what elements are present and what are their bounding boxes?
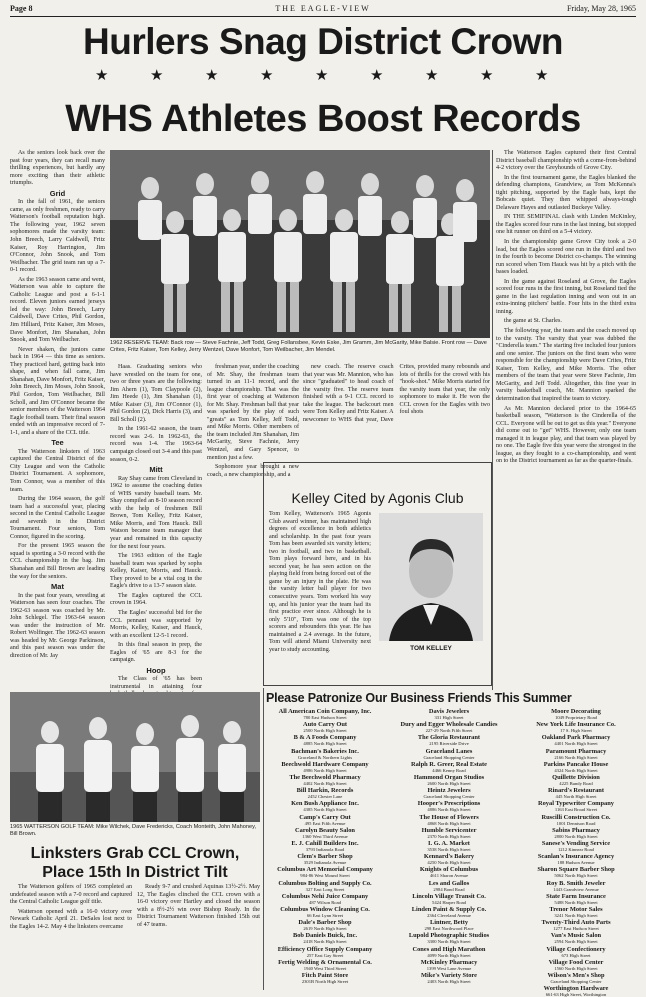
paper-name: THE EAGLE-VIEW	[275, 4, 371, 13]
ad-listing	[514, 721, 638, 733]
story-paragraph: In the past four years, wrestling at Watterson has seen four coaches. The 1962-63 season was coached by Mr. John Schlegel. The 1963-64 season was under the instruction of Mr. Robert Wolfinger. The 1962-63 season was headed by Mr. George Parkinson, and this past season was under the direction of Mr. Jay	[10, 592, 105, 659]
story-paragraph: Haas. Graduating seniors who have wrestled on the team for one, two or three years are the following: Jim Ahern (1), Tom Claypoole (2), Jim Heede (1), Jim Shanahan (1), Mike Kaiser (3), Jim O'Connor (1), Phil Gordon (2), Dick Harris (3), and Bill Scholl (2).	[110, 364, 202, 423]
kelley-box	[263, 462, 492, 686]
ad-business-address: 1443 Grandview Avenue	[553, 886, 599, 892]
story-paragraph: In the game against Roseland at Grove, the Eagles scored four runs in the first inning, but Roseland tied the game in the last regulation inning and won out in an extra-inning pitchers' battle. Four hits in the third extra inning.	[496, 278, 636, 315]
ad-business-address: 1049 Proprietary Road	[555, 715, 597, 720]
ad-business-name: Parkins Pancake House	[543, 760, 609, 768]
ad-listing	[266, 880, 384, 892]
ad-listing	[514, 906, 638, 918]
story-paragraph: As Mr. Mannion declared prior to the 1964-65 basketball season, "Watterson is the Cinderella of the CCL. Everyone will be out to get us this year." Everyone did come out to "get" WHS. However, only one team managed it in league play, and that team was played by no one. The Eagle five this year were the strongest in the league, as they fought to a co-championship, and went on to the District tournament as far as the quarter-finals.	[496, 405, 636, 465]
ad-listing	[266, 893, 384, 905]
ad-business-name: Humble Servicenter	[421, 826, 477, 834]
ad-business-name: Village Confectionery	[546, 945, 606, 953]
ad-business-name: Knights of Columbus	[419, 866, 479, 874]
ad-business-name: Columbus Window Cleaning Co.	[280, 906, 370, 914]
ad-listing	[390, 708, 508, 720]
ad-business-address: 327 East Long Street	[305, 886, 345, 892]
ad-business-address: 1940 West Third Street	[303, 965, 347, 971]
story-column-4	[303, 364, 490, 460]
ad-business-name: Lupold Photographic Studios	[408, 932, 490, 940]
ad-business-name: Bob Daniels Buick, Inc.	[292, 932, 358, 940]
issue-date: Friday, May 28, 1965	[566, 4, 636, 13]
ad-business-address: 17 S. High Street	[560, 728, 592, 734]
masthead	[10, 4, 636, 16]
ad-business-address: 4385 North High Street	[303, 807, 347, 813]
story-paragraph: As the 1963 season came and went, Watterson was able to capture the Catholic League and post a 6-1-1 record. Eleven juniors earned jerseys led the way: John Breech, Larry Caldwell, Dave Crites, Phil Gordon, Jim Hilliard, Fritz Kaiser, Jim Moses, Dave Monfort, Jim Shanahan, John Snook, and Tom Weilbacher.	[10, 276, 105, 344]
ad-listing	[266, 748, 384, 760]
ad-listing	[514, 932, 638, 944]
ad-business-name: Efficiency Office Supply Company	[277, 945, 373, 953]
ad-business-address: 4225 Bundy Road	[559, 781, 593, 787]
ad-listing	[514, 919, 638, 931]
ad-business-name: Mike's Variety Store	[421, 972, 477, 980]
golf-column-2	[137, 884, 260, 989]
ad-listing	[266, 932, 384, 944]
ad-listing	[390, 853, 508, 865]
ad-business-name: Oakland Park Pharmacy	[541, 734, 611, 742]
story-paragraph: In the first tournament game, the Eagles blanked the defending champions, Grandview, as Tom McKenna's tight pitching, supported by the Eagle bats, kept the Bobcats quiet. They then whipped always-tough Delaware Hayes and outlasted Buckeye Valley.	[496, 174, 636, 211]
ad-listing	[266, 721, 384, 733]
golf-team-photo	[10, 692, 260, 822]
ad-business-address: 4250 North High Street	[427, 860, 471, 866]
ad-listing	[514, 827, 638, 839]
ad-listing	[266, 787, 384, 799]
ad-business-name: Ralph R. Greer, Real Estate	[411, 760, 487, 768]
ad-business-address: 2619 North High Street	[303, 926, 347, 932]
ad-listing	[266, 708, 384, 720]
ad-business-name: Graceland Lanes	[425, 747, 473, 755]
ad-listing	[266, 959, 384, 971]
ad-business-address: 2364 Cleveland Avenue	[427, 913, 471, 919]
headline-main: WHS Athletes Boost Records	[65, 98, 581, 140]
ads-rule	[263, 688, 264, 990]
story-paragraph: Ray Shay came from Cleveland in 1962 to assume the coaching duties of WHS varsity baseball team. Mr. Shay compiled an 8-10 season record with the help of freshmen Bill Brown, Tom Kelley, Fritz Kaiser, Mike Morris, and Tom Hauck. Bill Watson became team manager that year and remained in this capacity for the next four years.	[110, 475, 202, 550]
ad-business-address: 257 East Gay Street	[306, 952, 344, 958]
ad-business-address: Graceland Shopping Center	[423, 794, 475, 800]
ad-business-name: Heintz Jewelers	[427, 787, 471, 795]
ad-business-address: 487 Wilson Road	[309, 899, 341, 905]
ad-listing	[266, 734, 384, 746]
ad-business-address: 1212 Kinnear Road	[558, 847, 594, 853]
ad-business-name: Ruscilli Construction Co.	[541, 813, 611, 821]
ad-business-name: Cones and High Marathon	[412, 945, 486, 953]
story-column-3	[207, 364, 299, 478]
ad-business-address: 4986 North High Street	[303, 767, 347, 773]
ad-business-address: 2452 Chester Lane	[307, 794, 343, 800]
reserve-team-photo	[110, 150, 490, 338]
subhead-mitt: Mitt	[149, 465, 163, 475]
ad-business-name: Wilson's Men's Shop	[547, 972, 605, 980]
ad-business-address: Graceland Shopping Center	[423, 754, 475, 760]
ad-business-name: Bill Harkin, Records	[296, 787, 354, 795]
ad-business-address: 495 East Fifth Avenue	[304, 820, 346, 826]
ad-listing	[266, 906, 384, 918]
kelley-body: Tom Kelley, Watterson's 1965 Agonis Club award winner, has maintained high degrees of excellence in both athletics and scholarship. In the past four years Tom has been awarded six varsity letters; two in football, and two in basketball. Tom plays forward here, and in his second year, he has seen action on the playing field from being forced out of the game by an injury in the plate. He was the varsity letter ball player for two consecutive years. Tom worked his way up, and his junior year the team had its first practice ever since. Although he is only 5'10", Tom was one of the top scorers and rebounders this year. He has maintained a 2.4 average. In the future, Tom will attend Miami University next year to study accounting.	[269, 511, 371, 653]
ad-listing	[390, 932, 508, 944]
ad-business-address: 1277 East Hudson Street	[553, 926, 599, 932]
ad-listing	[390, 972, 508, 984]
ad-listing	[390, 827, 508, 839]
ad-listing	[390, 761, 508, 773]
ad-business-name: E. J. Cahill Builders Inc.	[291, 840, 359, 848]
story-paragraph: The 1963 edition of the Eagle baseball team was sparked by sophs Kelley, Kaiser, Morris, and Hauck. They proved to be a vital cog in the Eagle's drive to a 13-7 season slate.	[110, 553, 202, 590]
ad-listing	[514, 774, 638, 786]
ad-business-address: 5488 North High Street	[554, 899, 598, 905]
ad-listing	[514, 959, 638, 971]
ad-business-name: Fertig Welding & Ornamental Co.	[278, 958, 372, 966]
ad-business-name: Ken Bush Appliance Inc.	[291, 800, 359, 808]
star-icon: ★	[205, 66, 219, 84]
star-icon: ★	[260, 66, 274, 84]
ad-business-name: Kennard's Bakery	[423, 853, 475, 861]
ad-business-name: The Beechwold Pharmacy	[289, 774, 361, 782]
masthead-rule	[10, 16, 636, 17]
ad-business-address: Graceland & Northern Lights	[297, 754, 353, 760]
ad-listing	[514, 946, 638, 958]
ad-business-name: State Farm Insurance	[546, 892, 606, 900]
ad-business-name: B & A Foods Company	[293, 734, 357, 742]
subhead-mat: Mat	[51, 582, 64, 592]
ad-listing	[266, 866, 384, 878]
ad-business-name: Bachman's Bakeries Inc.	[291, 747, 359, 755]
ad-business-address: 2800 North High Street	[554, 833, 598, 839]
ad-business-name: The House of Flowers	[419, 813, 479, 821]
ad-business-name: Village Food Center	[548, 958, 604, 966]
ad-business-address: 4402 North High Street	[303, 781, 347, 787]
ad-business-address: 2403 North High Street	[427, 979, 471, 985]
story-paragraph: As the seniors look back over the past four years, they can recall many thrilling experiences, but hardly any more exciting than their athletic triumphs.	[10, 150, 105, 187]
ad-business-name: Quillette Division	[552, 774, 600, 782]
ad-business-name: McKinley Pharmacy	[420, 958, 478, 966]
kelley-caption: TOM KELLEY	[410, 645, 452, 652]
ad-listing	[390, 866, 508, 878]
star-icon: ★	[95, 66, 109, 84]
ad-listing	[390, 800, 508, 812]
ad-listing	[390, 906, 508, 918]
story-paragraph: The Watterson golfers of 1965 completed an undefeated season with a 7-0 record and captured the Central Catholic League golf title.	[10, 884, 132, 906]
ad-listing	[390, 893, 508, 905]
ad-business-address: 661-63 High Street, Worthington	[545, 992, 607, 997]
ad-business-name: All American Coin Company, Inc.	[278, 708, 372, 715]
ad-business-name: Carolyn Beauty Salon	[295, 826, 355, 834]
ad-listing	[390, 959, 508, 971]
ad-business-address: 2195 Riverside Drive	[429, 741, 469, 747]
story-paragraph: In the championship game Grove City took a 2-0 lead, but the Eagles scored one run in the third and two in the fourth to become District co-champs. The winning run scored when Tom Hauck was hit by a pitch with the bases loaded.	[496, 239, 636, 276]
ad-business-name: Linden Paint & Supply Co.	[411, 906, 487, 914]
ad-business-address: 298 East Northwood Place	[424, 926, 474, 932]
star-icon: ★	[480, 66, 494, 84]
ad-business-name: Hooper's Prescriptions	[417, 800, 481, 808]
ad-listing	[266, 800, 384, 812]
story-paragraph: Watterson opened with a 16-0 victory over Newark Catholic April 21. DeSales lost next to the Eagles 14-2. May 4 the linksters overcame	[10, 908, 132, 930]
ad-business-address: 2301B North High Street	[301, 979, 349, 985]
ad-business-name: Roy B. Smith Jeweler	[546, 879, 606, 887]
ad-business-address: 3300 North High Street	[427, 939, 471, 945]
story-paragraph: During the 1964 season, the golf team had a successful year, placing second in the Central Catholic League and seventh in the District Tournament. Four seniors, Tom Connor, figured in the scoring.	[10, 496, 105, 540]
golf-headline: Linksters Grab CCL Crown, Place 15th In District Tilt	[30, 845, 240, 881]
ad-business-name: Trenor Motor Sales	[549, 906, 603, 914]
ad-business-name: The Gloria Restaurant	[417, 734, 481, 742]
portrait-image	[379, 513, 483, 641]
ad-business-address: 3529 Indianola Avenue	[303, 860, 347, 866]
ad-listing	[266, 814, 384, 826]
ad-listing	[266, 774, 384, 786]
ad-listing	[514, 880, 638, 892]
story-paragraph: In the 1961-62 season, the team record was 2-6. In 1962-63, the record was 1-4. The 1963-64 campaign closed out 3-4 and this past season, 0-2.	[110, 426, 202, 463]
story-paragraph: The Class of '65 has been instrumental in attaining four	[110, 676, 202, 690]
story-paragraph: The following year, the team and the coach moved up to the varsity. The varsity that year was dubbed the "Cinderella team." The starting five included four juniors and one senior. The juniors on the first team who were responsible for the championship were Dave Crites, Fritz Kaiser, Tom Kelley, and Mike Morris. The other members of the team that year were Steve Fachnie, Jim McGarity, and Jeff Todd. Altogether, this fine year in varsity basketball coach, Mr. Mannion sparked the determination that inspired the team to victory.	[496, 328, 636, 402]
star-divider	[10, 66, 636, 94]
ad-business-name: Scanlan's Insurance Agency	[537, 853, 615, 861]
ad-listing	[390, 787, 508, 799]
ad-business-name: Moore Decorating	[551, 708, 601, 715]
ad-listing	[514, 787, 638, 799]
ad-business-name: Davis Jewelers	[428, 708, 470, 715]
ad-business-name: Paramount Pharmacy	[545, 747, 607, 755]
ad-business-name: Sharon Square Barber Shop	[537, 866, 615, 874]
golf-column-1	[10, 884, 132, 989]
ad-business-address: 227-29 North Fifth Street	[425, 728, 473, 734]
ad-business-address: 2370 North High Street	[427, 833, 471, 839]
ad-business-address: 2984 Bond Road	[433, 886, 465, 892]
ad-business-address: 780 East Hudson Street	[303, 715, 347, 720]
ad-business-address: 2594 North High Street	[554, 939, 598, 945]
story-paragraph: In the fall of 1961, the seniors came, as only freshmen, ready to carry Watterson's football reputation high. The following year, 1962 seven sophomores made the varsity team: John Breech, Larry Caldwell, Fritz Kaiser, Roy Harrington, Jim O'Connor, John Snook, and Tom Weilbacher. The grid team ran up a 7-0-1 record.	[10, 199, 105, 274]
ad-listing	[390, 840, 508, 852]
story-paragraph: The Watterson linksters of 1963 captured the Central District of the City League and won the Catholic District Tournament. A sophomore, Tom Connor, was a member of this team.	[10, 448, 105, 493]
ad-business-address: 4324 North High Street	[554, 767, 598, 773]
ad-business-address: 2166 North High Street	[554, 754, 598, 760]
ad-business-name: Dury and Egger Wholesale Candies	[400, 721, 498, 729]
star-icon: ★	[315, 66, 329, 84]
ad-listing	[514, 853, 638, 865]
ad-business-address: 4401 North High Street	[554, 741, 598, 747]
ad-business-address: 3538 North High Street	[427, 847, 471, 853]
kelley-headline: Kelley Cited by Agonis Club	[291, 490, 464, 506]
ad-listing	[514, 985, 638, 997]
ad-business-name: Hammond Organ Studios	[413, 774, 485, 782]
story-paragraph: Ready 9-7 and crushed Aquinas 13½-2½. May 12, The Eagles clinched the CCL crown with a 16-0 victory over Hartley and closed the season with a 8½-2½ win over Bishop Ready. In the District Tournament Watterson finished 15th out of 47 teams.	[137, 884, 260, 928]
ad-business-address: 4868 North High Street	[427, 820, 471, 826]
ad-listing	[390, 774, 508, 786]
golf-photo-image	[10, 692, 260, 822]
ad-business-address: 5062 North High Street	[554, 873, 598, 879]
story-paragraph: In this final season in prep, the Eagles of '65 are 8-3 for the campaign.	[110, 642, 202, 664]
kelley-portrait	[379, 513, 483, 641]
ad-business-address: 66 East Lynn Street	[306, 913, 344, 919]
ad-listing	[514, 814, 638, 826]
ad-business-address: 445 North High Street	[555, 794, 597, 800]
ad-business-name: Columbus Art Memorial Company	[277, 866, 373, 874]
ad-business-address: 4885 North High Street	[303, 741, 347, 747]
ad-listing	[514, 840, 638, 852]
ad-listing	[390, 734, 508, 746]
ad-listing	[266, 761, 384, 773]
ad-business-name: I. G. A. Market	[428, 840, 470, 848]
ad-listing	[514, 893, 638, 905]
story-paragraph: For the present 1965 season the squad is sporting a 3-0 record with the CCL championship in the bag. Jim Shanahan and Bill Brown are leading the way for the seniors.	[10, 543, 105, 580]
ad-business-name: Clem's Barber Shop	[297, 853, 353, 861]
ads-heading: Please Patronize Our Business Friends This Summer	[266, 691, 572, 705]
ad-business-name: Columbus Nehi Juice Company	[281, 892, 369, 900]
ad-business-name: Sanese's Vending Service	[541, 840, 611, 848]
ad-business-address: 4466 Kenny Road	[432, 767, 466, 773]
star-icon: ★	[425, 66, 439, 84]
ad-business-name: Van's Music Salon	[550, 932, 602, 940]
ad-listing	[266, 853, 384, 865]
ad-business-name: Sabins Pharmacy	[552, 826, 600, 834]
ad-business-address: 5424 Harper Road	[432, 899, 466, 905]
ad-business-name: Worthington Hardware	[543, 985, 609, 993]
ad-business-name: Les and Gallos	[428, 879, 470, 887]
ad-business-address: 1560 North High Street	[554, 965, 598, 971]
ad-listing	[390, 748, 508, 760]
ad-business-name: Lintner, Betty	[429, 919, 469, 927]
ad-business-address: 984-86 West Mound Street	[300, 873, 350, 879]
ad-business-address: 1360 West Third Avenue	[302, 833, 348, 839]
ad-listing	[266, 827, 384, 839]
ad-business-address: 3241 North High Street	[554, 913, 598, 919]
ad-business-address: Graceland Shopping Center	[550, 979, 602, 985]
ad-business-address: 188 Hudson Avenue	[557, 860, 595, 866]
ad-business-name: Fitch Paint Store	[301, 972, 349, 980]
ad-business-address: 4886 North High Street	[427, 807, 471, 813]
ad-business-name: Columbus Bolting and Supply Co.	[278, 879, 372, 887]
ad-business-address: 1399 West Lane Avenue	[426, 965, 472, 971]
ad-listing	[266, 919, 384, 931]
story-paragraph: IN THE SEMIFINAL clash with Linden McKinley, the Eagles scored four runs in the last inning, but stopped one hit runner on third on a 5-4 victory.	[496, 214, 636, 236]
ad-business-address: 4611 Sharon Avenue	[429, 873, 469, 879]
headline-top: Hurlers Snag District Crown	[83, 21, 563, 62]
ad-listing	[514, 866, 638, 878]
ad-business-name: Twenty-Third Auto Parts	[541, 919, 611, 927]
ad-listing	[514, 800, 638, 812]
ad-business-address: 2600 North High Street	[427, 781, 471, 787]
ad-listing	[390, 946, 508, 958]
ad-business-name: Auto Carry Out	[302, 721, 348, 729]
star-icon: ★	[535, 66, 549, 84]
ad-business-name: Royal Typewriter Company	[538, 800, 614, 808]
story-paragraph: new coach. The reserve coach that year was Mr. Mannion, who has since "graduated" to head coach of the varsity five. The reserve team finished with a 9-1 CCL record to take the league. The backcourt men were Tom Kelley and Fritz Kaiser. A newcomer to WHS that year, Dave Crites, provided many rebounds and lots of thrills for the crowd with his "hook-shot." Mike Morris started for the varsity team that year, the only sophomore to make it. He won the CCL crown for the Eagles with two foul shots	[303, 364, 490, 423]
ad-listing	[266, 972, 384, 984]
subhead-hoop: Hoop	[146, 665, 166, 675]
subhead-tee: Tee	[51, 438, 64, 448]
story-paragraph: The Eagles' successful bid for the CCL pennant was supported by Morris, Kelley, Kaiser, and Hauck, with an excellent 12-5-1 record.	[110, 609, 202, 639]
team-photo-image	[110, 150, 490, 338]
story-paragraph: Sophomore year brought a new coach, a new championship, and a	[207, 464, 299, 478]
ad-business-address: 3793 Indianola Road	[305, 847, 345, 853]
story-paragraph: freshman year, under the coaching of Mr. Shay, the freshman team turned in an 11-1 record, and the league championship. That was the first year of coaching at Watterson for Mr. Shay. Freshman ball that year was sparked by the play of such "greats" as Tom Kelley, Jeff Todd, and Mike Morris. Other members of the team included Jim Shanahan, Jim McGarity, Steve Fachnie, Jerry Wentzel, and Gary Spencer, to mention just a few.	[207, 364, 299, 461]
subhead-grid: Grid	[49, 188, 66, 198]
ad-listing	[390, 814, 508, 826]
ad-business-name: New York Life Insurance Co.	[536, 721, 616, 729]
ad-listing	[390, 721, 508, 733]
ad-business-name: Camp's Carry Out	[299, 813, 351, 821]
ad-listing	[514, 761, 638, 773]
ad-business-name: Dale's Barber Shop	[298, 919, 352, 927]
ad-business-address: 2500 North High Street	[303, 728, 347, 734]
ad-listing	[514, 748, 638, 760]
story-paragraph: the game at St. Charles.	[504, 318, 562, 325]
ad-listing	[266, 840, 384, 852]
column-rule	[492, 150, 493, 690]
ad-listing	[514, 972, 638, 984]
ad-business-address: 1001 Dennison Road	[556, 820, 596, 826]
ad-listing	[514, 708, 638, 720]
story-paragraph: The Watterson Eagles captured their first Central District baseball championship with a come-from-behind 4-2 victory over the Greyhounds of Grove City.	[496, 150, 636, 172]
page-number: Page 8	[10, 4, 33, 13]
ad-business-name: Beechwold Hardware Company	[281, 760, 369, 768]
ad-business-address: 673 High Street	[561, 952, 591, 958]
reserve-team-caption: 1962 RESERVE TEAM: Back row — Steve Fachnie, Jeff Todd, Greg Follansbee, Kevin Eske, Jim Gramm, Jim McGarity, Mike Balsie. Front row — Dave Crites, Fritz Kaiser, Tom Kelley, Jerry Wentzel, Dave Monfort, Tom Weilbacher, Jim Mendel.	[110, 340, 487, 353]
ads-column-1	[266, 708, 384, 990]
ads-column-2	[390, 708, 508, 990]
ads-column-3	[514, 708, 638, 997]
ad-listing	[390, 919, 508, 931]
ad-business-address: 2418 North High Street	[303, 939, 347, 945]
star-icon: ★	[150, 66, 164, 84]
ad-business-name: Lincoln Village Transit Co.	[412, 892, 486, 900]
story-paragraph: Never shaken, the juniors came back in 1964 — this time as seniors. They practiced hard, getting back into shape, and when fall came, Jim Shanahan, Dave Monfort, Fritz Kaiser, John Breech, Jim Moses, John Snook, Phil Gordon, Tom Weilbacher, Bill Scholl, and Jim O'Connor became the senior members of the Watterson 1964 Eagle football team. Their final season ended with an impressive record of 7-1-1, and a share of the CCL title.	[10, 346, 105, 436]
ad-business-address: 331 High Street	[434, 715, 464, 720]
ad-listing	[514, 734, 638, 746]
ad-business-address: 1163 East Broad Street	[554, 807, 598, 813]
ad-business-name: Rinard's Restaurant	[548, 787, 604, 795]
story-paragraph: The Eagles captured the CCL crown in 1964.	[110, 592, 202, 607]
ad-listing	[266, 946, 384, 958]
ad-listing	[390, 880, 508, 892]
ad-business-address: 4099 North High Street	[427, 952, 471, 958]
star-icon: ★	[370, 66, 384, 84]
golf-team-caption: 1965 WATTERSON GOLF TEAM: Mike Wilchek, Dave Fredericks, Coach Monteith, John Mahoney, Bill Brown.	[10, 824, 256, 837]
